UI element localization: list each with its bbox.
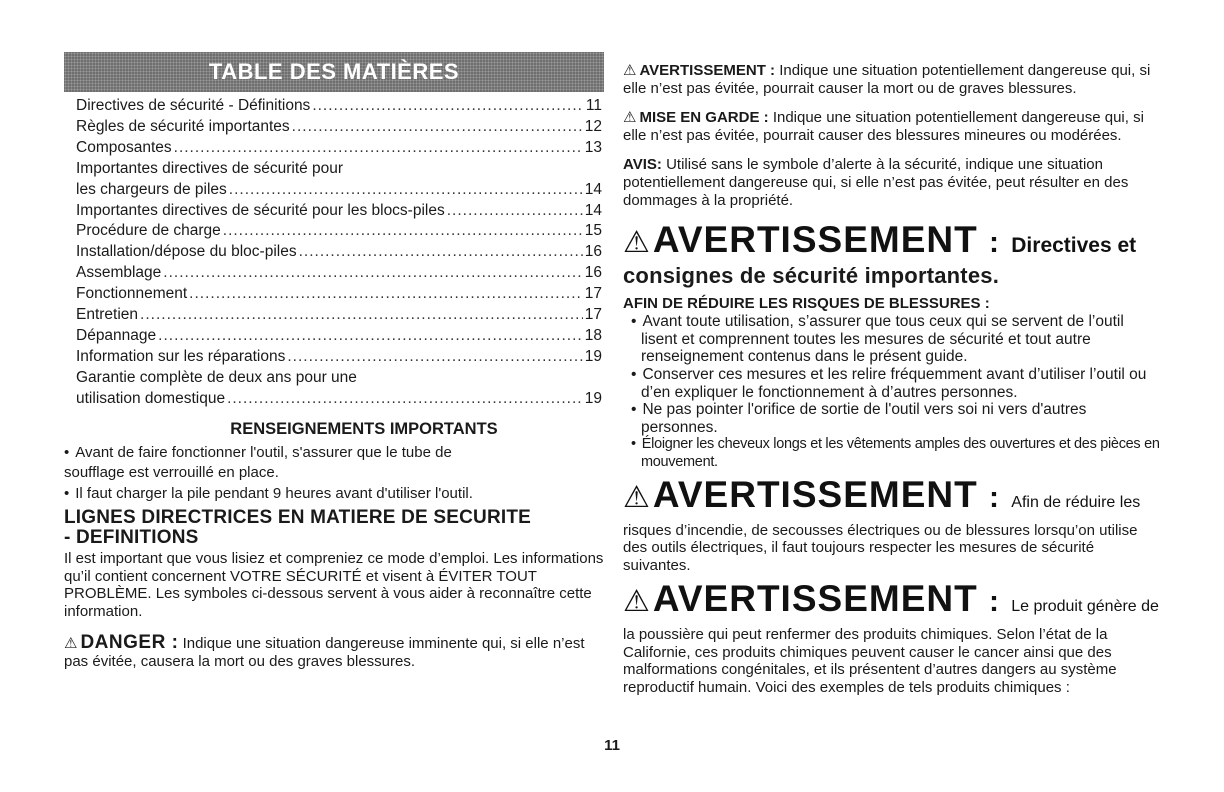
toc-entry-page: 14 [584, 180, 602, 198]
toc-entry-label: Information sur les réparations [76, 347, 286, 365]
bullet-icon: • [631, 365, 637, 383]
list-item: • Avant toute utilisation, s’assurer que tous ceux qui se servent de l’outil lisent et comprennent toutes les mesures de sécurité et tout autre renseignement contenus dans le présent guide. [631, 313, 1124, 366]
toc-entry-page: 16 [584, 264, 602, 282]
toc-entry-label: Règles de sécurité importantes [76, 117, 290, 135]
toc-title: TABLE DES MATIÈRES [208, 59, 460, 84]
toc-entry-page: 14 [584, 201, 602, 219]
toc-entry-label: Assemblage [76, 264, 162, 282]
toc-leader [227, 389, 583, 410]
toc-entry [76, 221, 604, 242]
toc-entry-label: Procédure de charge [76, 222, 221, 240]
toc-entry-page: 16 [584, 243, 602, 261]
notice-text: Utilisé sans le symbole d’alerte à la sécurité, indique une situation potentiellement dangereuse qui, si elle n’est pas évitée, peut résulter en des dommages à la propriété. [623, 156, 1129, 209]
toc-entry-label-line1: Garantie complète de deux ans pour une [76, 368, 357, 386]
toc-leader [229, 180, 583, 201]
toc-leader [287, 347, 582, 368]
toc-entry-page: 12 [584, 117, 602, 135]
warning-triangle-icon: ⚠ [64, 635, 78, 653]
toc-leader [223, 221, 583, 242]
toc-entry [76, 347, 604, 368]
warning-triangle-icon: ⚠ [623, 109, 637, 127]
toc-entry-label: utilisation domestique [76, 389, 226, 407]
toc-entry-page: 19 [584, 347, 602, 365]
important-info-title: RENSEIGNEMENTS IMPORTANTS [230, 419, 498, 438]
warning-2-body: risques d’incendie, de secousses électriques ou de blessures lorsqu’on utilise des outils électriques, il faut toujours respecter les mesures de sécurité suivantes. [623, 521, 1138, 574]
toc-entry-page: 13 [584, 138, 602, 156]
toc-entry-label: Directives de sécurité - Définitions [76, 97, 311, 114]
important-info-bullet: • Avant de faire fonctionner l'outil, s'assurer que le tube de [64, 443, 452, 461]
list-item: • Ne pas pointer l'orifice de sortie de l'outil vers soi ni vers d'autres personnes. [631, 401, 1087, 436]
toc-entry-label: Fonctionnement [76, 285, 188, 303]
bullet-icon: • [64, 443, 70, 461]
toc-entry-label: Importantes directives de sécurité pour les blocs-piles [76, 201, 445, 219]
toc-entry-page: 17 [584, 306, 602, 324]
toc-entry-label: les chargeurs de piles [76, 180, 227, 198]
warning-label: AVERTISSEMENT : [639, 62, 776, 79]
danger-text: Indique une situation dangereuse imminente qui, si elle n’est pas évitée, causera la mort ou des graves blessures. [64, 635, 585, 671]
bullet-icon: • [631, 313, 637, 331]
bullet-icon: • [64, 484, 70, 502]
toc-leader [163, 263, 582, 284]
toc-entry-label: Installation/dépose du bloc-piles [76, 243, 297, 261]
important-info-bullet: • Il faut charger la pile pendant 9 heures avant d'utiliser l'outil. [64, 484, 473, 502]
toc-entry [76, 389, 604, 410]
toc-entry [76, 201, 604, 222]
toc-leader [189, 284, 583, 305]
caution-definition [623, 109, 1163, 144]
notice-label: AVIS: [623, 156, 662, 174]
warning-3-body: la poussière qui peut renfermer des produits chimiques. Selon l’état de la Californie, ces produits chimiques peuvent causer le cancer ainsi que des malformations congénitales, et ils présentent d’autres dangers au système reproductif humain. Voici des exemples de tels produits chimiques : [623, 626, 1117, 697]
safety-guidelines-heading: LIGNES DIRECTRICES EN MATIERE DE SECURITE - DEFINITIONS [64, 507, 532, 549]
safety-guidelines-body: Il est important que vous lisiez et compreniez ce mode d’emploi. Les informations qu’il contient concernent VOTRE SÉCURITÉ et visent à ÉVITER TOUT PROBLÈME. Les symboles ci-dessous servent à vous aider à reconnaître cette information. [64, 550, 604, 620]
toc-entry-page: 19 [584, 389, 602, 407]
toc-leader [299, 242, 583, 263]
toc-entry [76, 242, 604, 263]
warning-triangle-icon: ⚠ [623, 62, 637, 79]
warning-triangle-icon: ⚠ [623, 585, 651, 619]
warning-banner-2: ⚠AVERTISSEMENT : Afin de réduire les [623, 473, 1141, 515]
warning-definition [623, 62, 1163, 97]
toc-leader [140, 305, 583, 326]
danger-label: DANGER : [80, 632, 179, 654]
toc-entry [76, 180, 604, 201]
toc-list [64, 96, 604, 410]
toc-entry [76, 326, 604, 347]
list-item: • Conserver ces mesures et les relire fréquemment avant d’utiliser l’outil ou d’en expliquer le fonctionnement à d’autres personnes. [631, 365, 1147, 401]
caution-text: Indique une situation potentiellement dangereuse qui, si elle n’est pas évitée, pourrait causer des blessures mineures ou modérées. [623, 109, 1144, 144]
toc-entry-page: 11 [585, 97, 602, 114]
warning-text: Indique une situation potentiellement dangereuse qui, si elle n’est pas évitée, pourrait causer la mort ou de graves blessures. [623, 62, 1151, 97]
page-number: 11 [604, 737, 620, 754]
toc-entry-page: 15 [584, 222, 602, 240]
bullet-icon: • [631, 401, 637, 419]
toc-leader [174, 138, 583, 159]
danger-definition [64, 634, 604, 670]
reduce-risk-heading: AFIN DE RÉDUIRE LES RISQUES DE BLESSURES : [623, 295, 990, 313]
toc-entry-page: 18 [584, 326, 602, 344]
toc-entry [76, 138, 604, 159]
caution-label: MISE EN GARDE : [639, 109, 769, 127]
warning-banner-3: ⚠AVERTISSEMENT : Le produit génère de [623, 578, 1159, 620]
left-column [64, 52, 604, 671]
toc-leader [292, 117, 583, 138]
toc-leader [158, 326, 583, 347]
toc-entry [76, 96, 604, 117]
toc-entry-label: Composantes [76, 138, 172, 156]
list-item: • Éloigner les cheveux longs et les vêtements amples des ouvertures et des pièces en mouvement. [631, 436, 1160, 470]
safety-bullet-list [623, 313, 1163, 471]
important-info-bullet-continued: soufflage est verrouillé en place. [64, 464, 279, 482]
toc-entry-label: Entretien [76, 306, 139, 324]
toc-leader [447, 201, 583, 222]
toc-entry-label-line1: Importantes directives de sécurité pour [76, 159, 344, 177]
toc-entry-page: 17 [584, 285, 602, 303]
warning-triangle-icon: ⚠ [623, 226, 651, 260]
right-column [623, 62, 1163, 697]
bullet-icon: • [631, 436, 636, 453]
notice-definition [623, 156, 1163, 209]
warning-1-subheading: consignes de sécurité importantes. [623, 263, 1000, 289]
toc-entry [76, 117, 604, 138]
toc-leader [312, 96, 584, 117]
toc-entry [76, 263, 604, 284]
toc-entry [76, 284, 604, 305]
toc-entry-label: Dépannage [76, 326, 157, 344]
toc-header-bar [64, 52, 604, 92]
warning-triangle-icon: ⚠ [623, 480, 651, 514]
warning-banner-1: ⚠AVERTISSEMENT : Directives et [623, 219, 1137, 261]
toc-entry [76, 305, 604, 326]
